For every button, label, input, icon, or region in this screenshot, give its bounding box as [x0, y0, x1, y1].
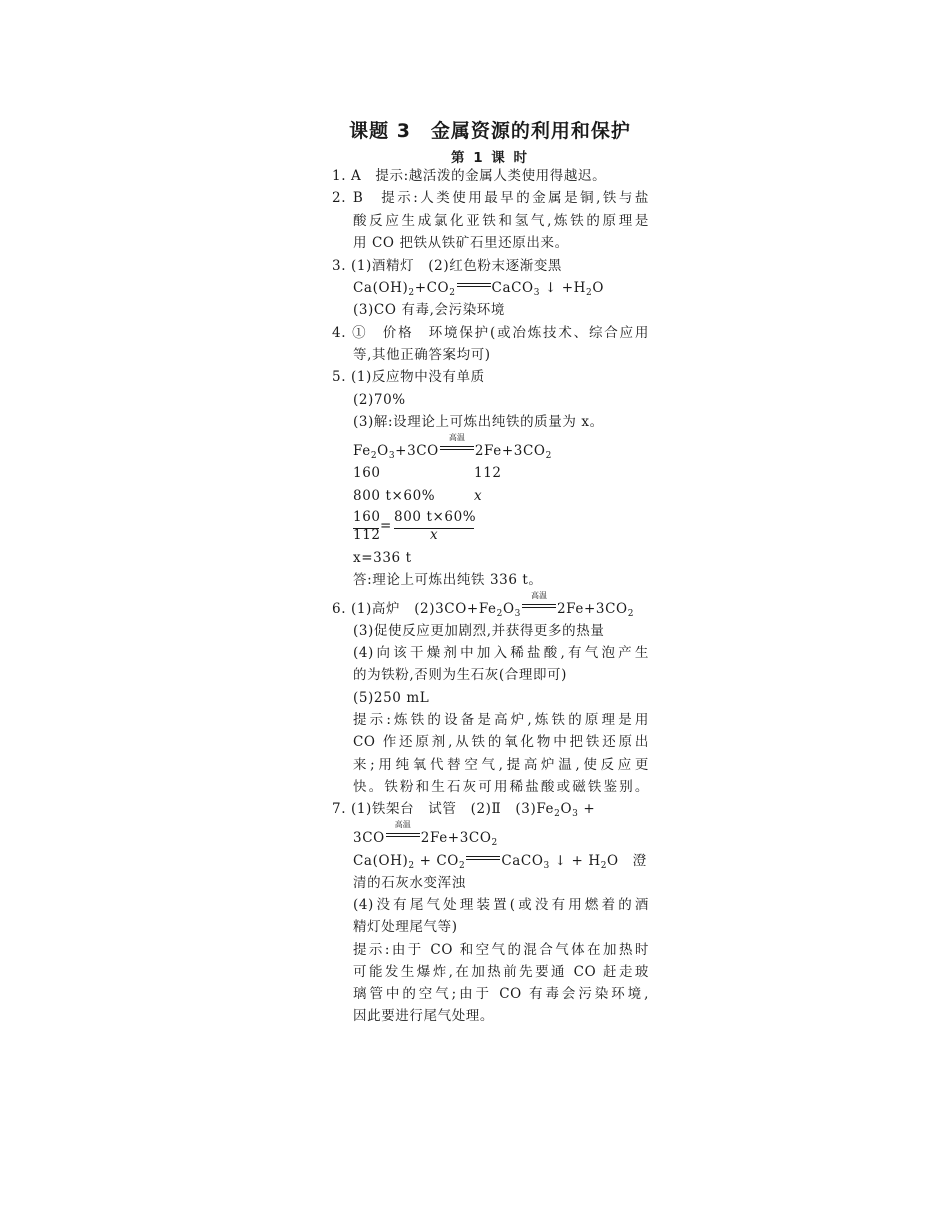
- hint-line: 璃管中的空气;由于 CO 有毒会污染环境,: [353, 986, 649, 1002]
- eq-subscript: 3: [533, 288, 541, 298]
- eq-text: Fe: [353, 443, 371, 459]
- hint-line: CO 作还原剂,从铁的氧化物中把铁还原出: [353, 734, 649, 750]
- fraction-denominator: 112: [353, 527, 381, 543]
- equation-line: [332, 799, 595, 819]
- eq-subscript: 2: [554, 809, 561, 819]
- hint-line: 快。铁粉和生石灰可用稀盐酸或磁铁鉴别。: [353, 779, 649, 795]
- answer-line: (2)70%: [353, 392, 406, 408]
- answer-line: 酸反应生成氯化亚铁和氢气,炼铁的原理是: [353, 213, 649, 229]
- eq-text: O: [592, 280, 605, 296]
- answer-line: (3)解:设理论上可炼出纯铁的质量为 x。: [353, 414, 604, 430]
- equals-sign: [386, 820, 420, 840]
- equals-sign: [440, 433, 474, 453]
- equation-line: [353, 433, 552, 461]
- equals-sign: [466, 853, 500, 863]
- answer-line: (3)促使反应更加剧烈,并获得更多的热量: [353, 623, 605, 639]
- answer-line: 用 CO 把铁从铁矿石里还原出来。: [353, 235, 569, 251]
- answer-line: 3. (1)酒精灯 (2)红色粉末逐渐变黑: [332, 258, 563, 274]
- eq-text: +: [578, 801, 596, 817]
- equation-line: [332, 591, 635, 619]
- eq-text: 2Fe+3CO: [474, 443, 546, 459]
- equation-line: [353, 820, 498, 848]
- eq-subscript: 2: [408, 288, 415, 298]
- answer-line: 等,其他正确答案均可): [353, 347, 491, 363]
- page-title: 课题 3 金属资源的利用和保护: [349, 120, 631, 142]
- eq-text: O: [502, 601, 515, 617]
- eq-text: + CO: [414, 853, 459, 869]
- equals-sign: [522, 591, 556, 611]
- eq-subscript: 2: [586, 288, 593, 298]
- eq-subscript: 2: [491, 838, 498, 848]
- equation-line: [353, 278, 604, 298]
- hint-line: 提示:由于 CO 和空气的混合气体在加热时: [353, 942, 649, 958]
- eq-text: +3CO: [395, 443, 439, 459]
- hint-line: 来;用纯氧代替空气,提高炉温,使反应更: [353, 757, 649, 773]
- eq-text: O 澄: [607, 853, 647, 869]
- answer-line: 1. A 提示:越活泼的金属人类使用得越迟。: [332, 168, 607, 184]
- eq-text: 2Fe+3CO: [420, 830, 492, 846]
- reaction-condition: 高温: [394, 820, 411, 829]
- answer-line: 精灯处理尾气等): [353, 919, 458, 935]
- reaction-condition: 高温: [448, 433, 465, 442]
- eq-text: CaCO: [491, 280, 534, 296]
- answer-line: (5)250 mL: [353, 690, 430, 706]
- answer-line: 的为铁粉,否则为生石灰(合理即可): [353, 667, 568, 683]
- answer-line: (3)CO 有毒,会污染环境: [353, 302, 506, 318]
- answer-line: 答:理论上可炼出纯铁 336 t。: [353, 572, 543, 588]
- eq-text: O: [560, 801, 573, 817]
- fraction-numerator: 160: [353, 509, 381, 525]
- fraction-denominator: x: [430, 527, 439, 543]
- lesson-subtitle: 第 1 课 时: [451, 150, 529, 166]
- eq-subscript: 3: [543, 861, 550, 871]
- eq-text: ↓ +H: [540, 280, 587, 296]
- eq-text: 7. (1)铁架台 试管 (2)Ⅱ (3)Fe: [332, 801, 555, 817]
- hint-line: 提示:炼铁的设备是高炉,炼铁的原理是用: [353, 712, 649, 728]
- mass-value: 800 t×60%: [353, 488, 436, 504]
- answer-line: 5. (1)反应物中没有单质: [332, 369, 485, 385]
- answer-line: 清的石灰水变浑浊: [353, 875, 466, 891]
- molar-mass-value: 160: [353, 465, 381, 481]
- eq-text: 6. (1)高炉 (2)3CO+Fe: [332, 601, 497, 617]
- eq-subscript: 2: [627, 609, 635, 619]
- eq-subscript: 3: [388, 451, 396, 461]
- eq-subscript: 2: [545, 451, 552, 461]
- answer-line: 2. B 提示:人类使用最早的金属是铜,铁与盐: [332, 190, 649, 206]
- answer-line: 4. ① 价格 环境保护(或冶炼技术、综合应用: [332, 325, 649, 341]
- eq-subscript: 2: [408, 861, 415, 871]
- eq-text: ↓ + H: [549, 853, 601, 869]
- fraction-numerator: 800 t×60%: [394, 509, 477, 525]
- eq-text: Ca(OH): [353, 853, 409, 869]
- equation-line: [353, 851, 647, 871]
- eq-text: 2Fe+3CO: [556, 601, 628, 617]
- hint-line: 因此要进行尾气处理。: [353, 1008, 494, 1024]
- eq-text: Ca(OH): [353, 280, 409, 296]
- eq-subscript: 3: [572, 809, 579, 819]
- molar-mass-value: 112: [474, 465, 502, 481]
- eq-subscript: 2: [600, 861, 608, 871]
- eq-text: O: [377, 443, 389, 459]
- answer-line: (4)向该干燥剂中加入稀盐酸,有气泡产生: [353, 645, 649, 661]
- eq-subscript: 2: [449, 288, 456, 298]
- reaction-condition: 高温: [530, 591, 547, 600]
- answer-line: (4)没有尾气处理装置(或没有用燃着的酒: [353, 897, 649, 913]
- eq-subscript: 2: [496, 609, 503, 619]
- eq-subscript: 2: [370, 451, 378, 461]
- unknown-value: x: [474, 488, 483, 504]
- equals-sign: [457, 280, 491, 290]
- eq-text: CaCO: [501, 853, 544, 869]
- hint-line: 可能发生爆炸,在加热前先要通 CO 赶走玻: [353, 964, 649, 980]
- eq-subscript: 3: [514, 609, 521, 619]
- eq-subscript: 2: [458, 861, 466, 871]
- answer-line: x=336 t: [353, 550, 412, 566]
- eq-text: +CO: [414, 280, 450, 296]
- eq-text: 3CO: [353, 830, 385, 846]
- equals-text: =: [380, 518, 392, 534]
